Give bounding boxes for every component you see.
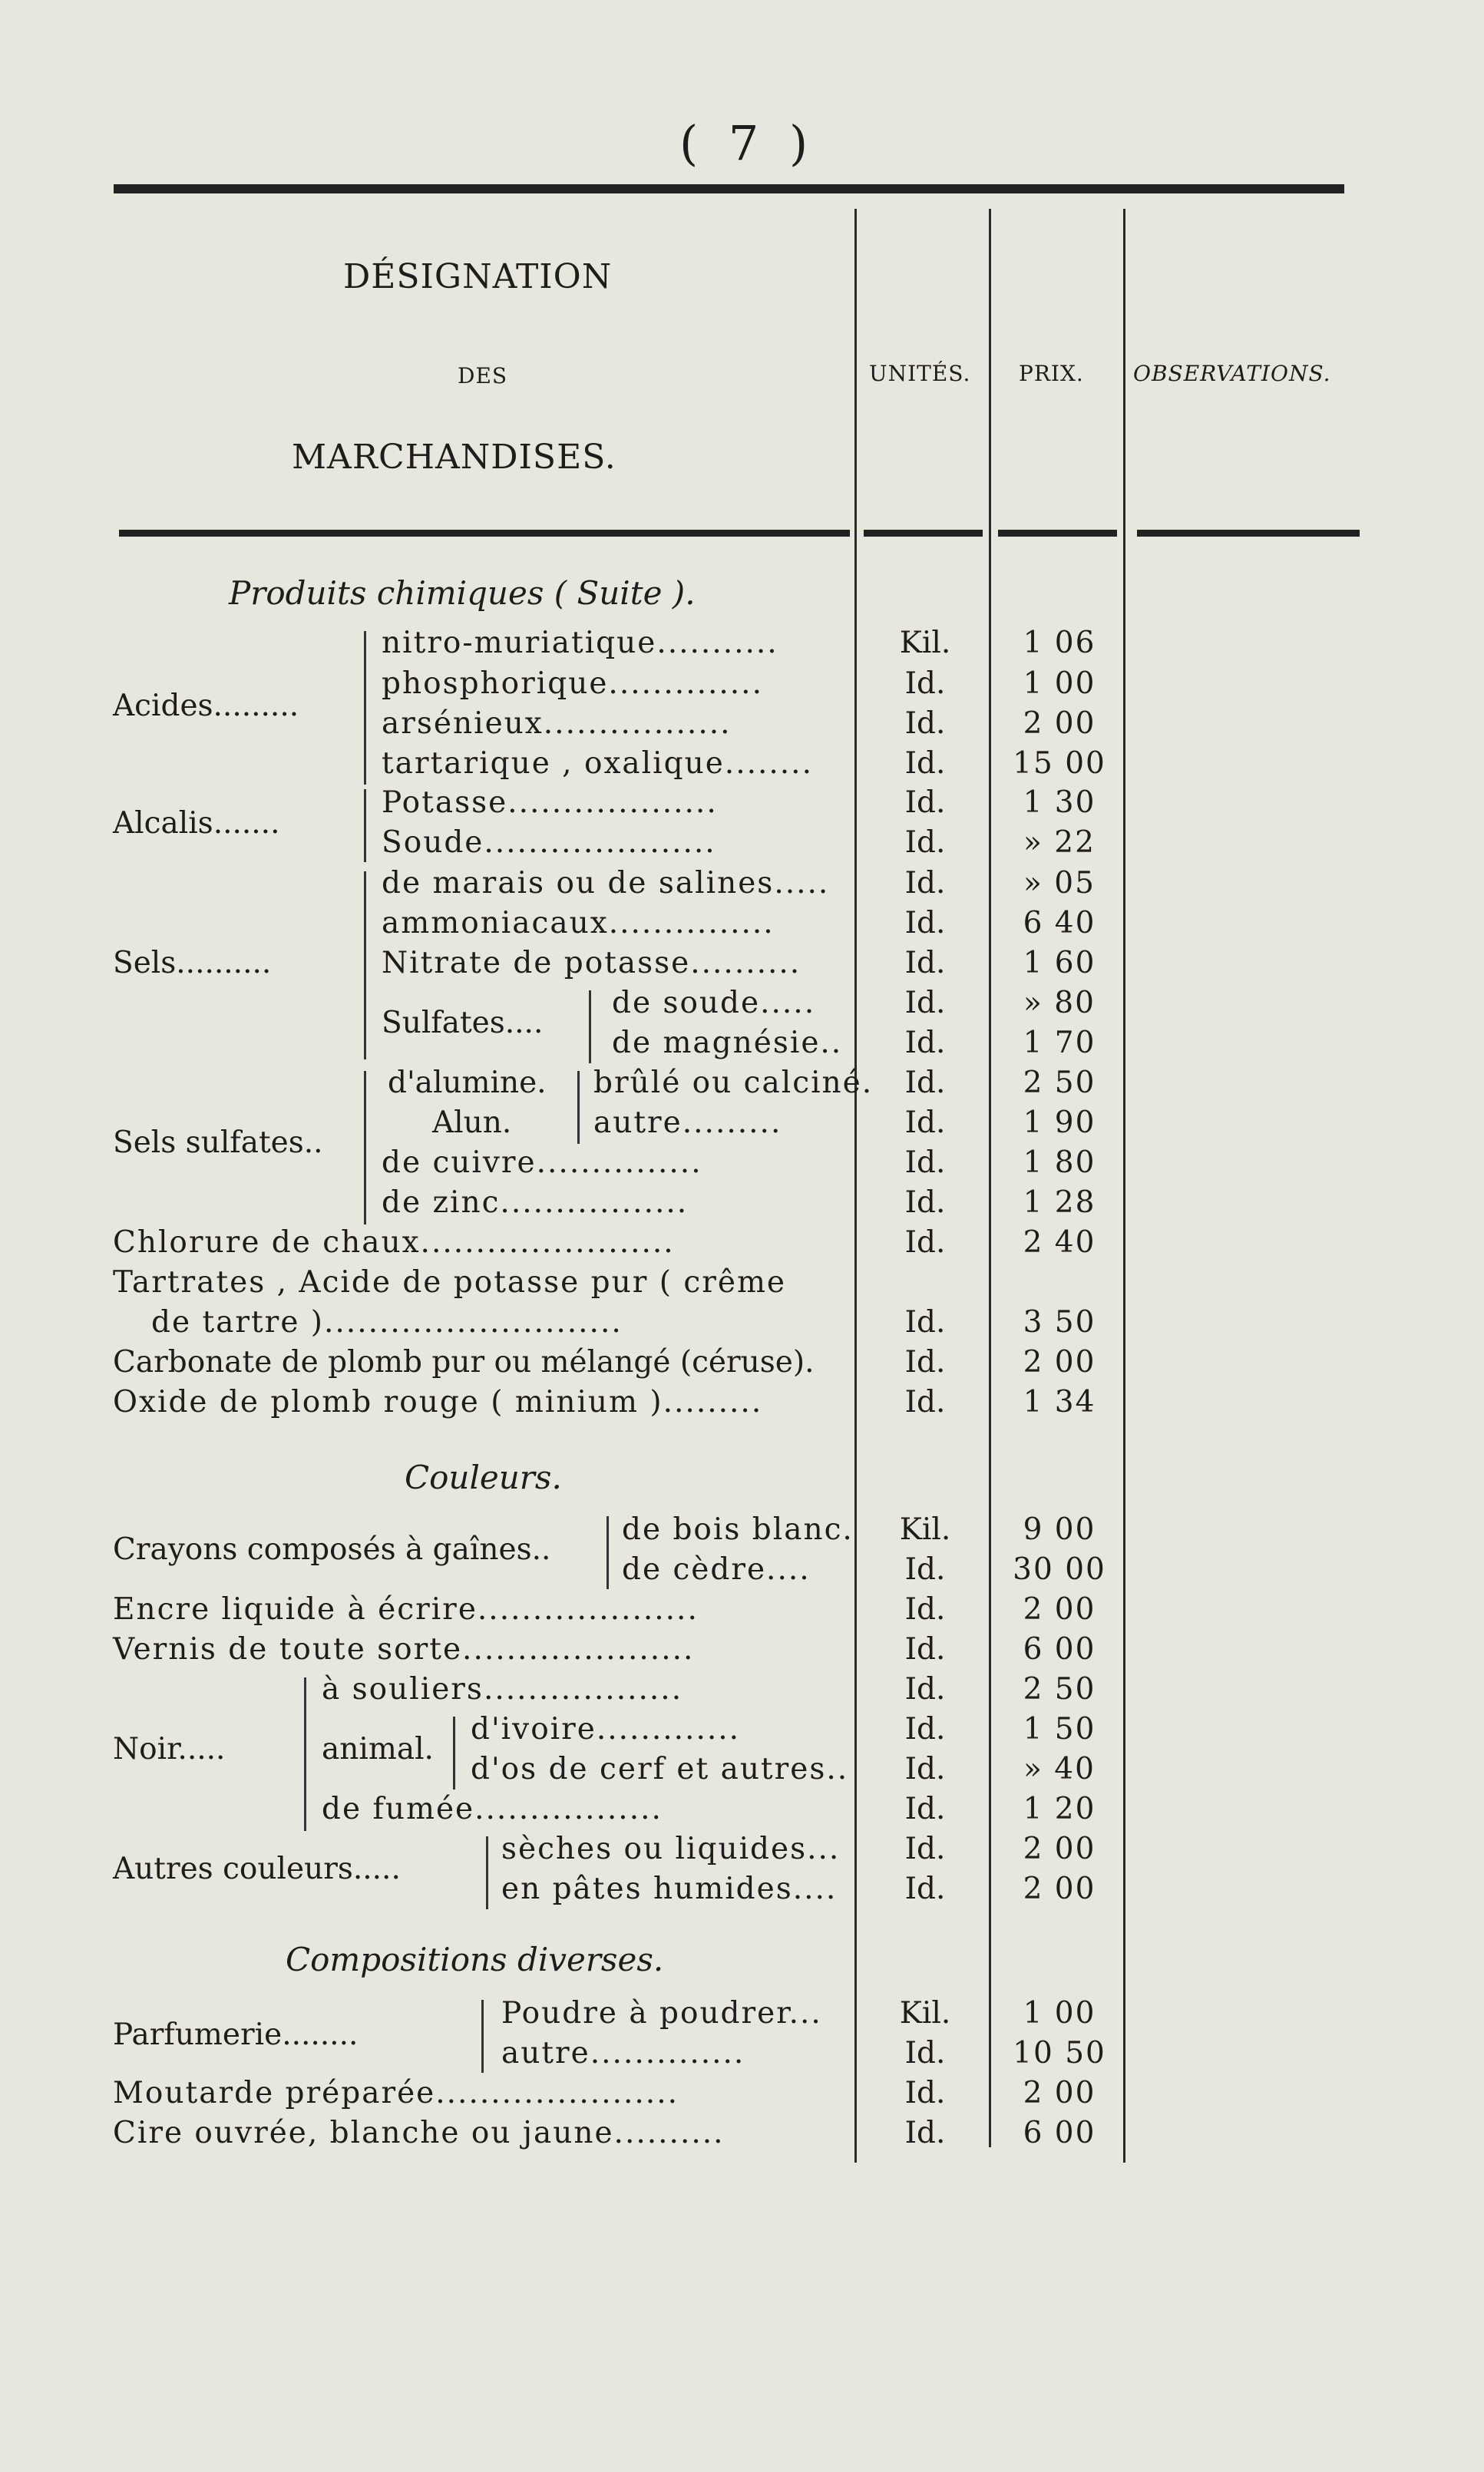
unit-cell: Id. — [904, 1066, 946, 1100]
brace-sels-sulfates — [364, 1071, 366, 1224]
row-label: de soude..... — [612, 986, 816, 1020]
row-label: Potasse................... — [382, 785, 718, 820]
unit-cell: Id. — [904, 946, 946, 980]
unit-cell: Id. — [904, 2116, 946, 2150]
price-cell: 1 00 — [1023, 1996, 1096, 2031]
price-cell: » 05 — [1023, 866, 1096, 901]
unit-cell: Id. — [904, 1385, 946, 1419]
price-cell: 3 50 — [1023, 1305, 1096, 1340]
price-cell: 1 50 — [1023, 1712, 1096, 1747]
unit-cell: Id. — [904, 1872, 946, 1906]
row-label: de zinc................. — [382, 1185, 689, 1220]
price-cell: 2 50 — [1023, 1066, 1096, 1100]
row-label: Poudre à poudrer... — [501, 1996, 822, 2031]
row-label: Chlorure de chaux....................... — [113, 1225, 675, 1260]
group-label-sels: Sels.......... — [113, 946, 272, 980]
price-cell: 10 50 — [1013, 2036, 1106, 2070]
price-cell: 1 34 — [1023, 1385, 1096, 1419]
section-compositions-diverses: Compositions diverses. — [286, 1941, 664, 1978]
brace-noir — [304, 1677, 306, 1831]
unit-cell: Id. — [904, 825, 946, 860]
group-label-animal: animal. — [322, 1732, 434, 1766]
price-cell: 2 00 — [1023, 1592, 1096, 1627]
unit-cell: Id. — [904, 1026, 946, 1060]
row-label: à souliers.................. — [322, 1672, 683, 1707]
price-cell: 15 00 — [1013, 746, 1106, 781]
price-cell: 2 00 — [1023, 1345, 1096, 1380]
header-marchandises: MARCHANDISES. — [292, 438, 616, 477]
unit-cell: Id. — [904, 1345, 946, 1380]
header-des: DES — [458, 363, 508, 388]
price-cell: 1 80 — [1023, 1145, 1096, 1180]
price-cell: 2 00 — [1023, 1832, 1096, 1866]
row-label: Cire ouvrée, blanche ou jaune.......... — [113, 2116, 725, 2150]
group-label-alun: Alun. — [432, 1105, 512, 1140]
unit-cell: Id. — [904, 785, 946, 820]
row-label: Encre liquide à écrire.................... — [113, 1592, 699, 1627]
price-cell: 1 30 — [1023, 785, 1096, 820]
unit-cell: Id. — [904, 1712, 946, 1747]
price-cell: 30 00 — [1013, 1552, 1106, 1587]
row-label: tartarique , oxalique........ — [382, 746, 813, 781]
price-cell: 1 06 — [1023, 626, 1096, 660]
group-label-parfumerie: Parfumerie........ — [113, 2018, 359, 2052]
unit-cell: Id. — [904, 1832, 946, 1866]
unit-cell: Id. — [904, 1105, 946, 1140]
unit-cell: Id. — [904, 1632, 946, 1667]
row-label: de cuivre............... — [382, 1145, 702, 1180]
row-label: de magnésie.. — [612, 1026, 843, 1060]
brace-alumine — [577, 1071, 580, 1144]
unit-cell: Id. — [904, 1225, 946, 1260]
price-cell: 2 00 — [1023, 706, 1096, 741]
group-label-sels-sulfates: Sels sulfates.. — [113, 1125, 323, 1160]
row-label: nitro-muriatique........... — [382, 626, 778, 660]
price-cell: 1 28 — [1023, 1185, 1096, 1220]
row-label: Soude..................... — [382, 825, 716, 860]
row-label: Nitrate de potasse.......... — [382, 946, 801, 980]
unit-cell: Id. — [904, 1592, 946, 1627]
group-label-noir: Noir..... — [113, 1732, 226, 1766]
row-label: de bois blanc. — [622, 1512, 854, 1547]
unit-cell: Kil. — [899, 1996, 951, 2031]
price-cell: 6 00 — [1023, 2116, 1096, 2150]
unit-cell: Id. — [904, 1185, 946, 1220]
group-label-alumine: d'alumine. — [388, 1066, 547, 1100]
price-cell: 2 50 — [1023, 1672, 1096, 1707]
price-cell: 1 00 — [1023, 666, 1096, 701]
price-cell: 1 20 — [1023, 1792, 1096, 1826]
price-cell: 6 40 — [1023, 906, 1096, 940]
brace-sulfates — [589, 990, 591, 1063]
row-label: Carbonate de plomb pur ou mélangé (céruse). — [113, 1345, 815, 1380]
row-label: arsénieux................. — [382, 706, 732, 741]
header-price: PRIX. — [1019, 361, 1084, 386]
group-label-sulfates: Sulfates.... — [382, 1006, 544, 1040]
unit-cell: Id. — [904, 1305, 946, 1340]
column-rule-units — [854, 209, 857, 2163]
brace-sels — [364, 871, 366, 1059]
price-cell: 2 40 — [1023, 1225, 1096, 1260]
section-produits-chimiques: Produits chimiques ( Suite ). — [229, 574, 696, 612]
group-label-autres-couleurs: Autres couleurs..... — [113, 1852, 401, 1886]
header-designation: DÉSIGNATION — [343, 257, 613, 296]
row-label: Tartrates , Acide de potasse pur ( crême — [113, 1265, 787, 1300]
header-rule-observations — [1137, 530, 1360, 537]
price-cell: » 40 — [1023, 1752, 1096, 1786]
row-label: d'ivoire............. — [471, 1712, 741, 1747]
header-rule-price — [998, 530, 1117, 537]
unit-cell: Id. — [904, 2036, 946, 2070]
row-label: de cèdre.... — [622, 1552, 811, 1587]
unit-cell: Id. — [904, 906, 946, 940]
unit-cell: Id. — [904, 1552, 946, 1587]
unit-cell: Id. — [904, 1792, 946, 1826]
row-label: de fumée................. — [322, 1792, 663, 1826]
row-label: de tartre )........................... — [151, 1305, 623, 1340]
unit-cell: Kil. — [899, 1512, 951, 1547]
page-number: ( 7 ) — [679, 115, 816, 171]
unit-cell: Id. — [904, 706, 946, 741]
unit-cell: Id. — [904, 2076, 946, 2110]
price-cell: 6 00 — [1023, 1632, 1096, 1667]
brace-autres-couleurs — [486, 1836, 488, 1909]
group-label-alcalis: Alcalis....... — [113, 806, 280, 841]
brace-parfumerie — [481, 2000, 484, 2073]
row-label: Vernis de toute sorte..................... — [113, 1632, 695, 1667]
row-label: d'os de cerf et autres.. — [471, 1752, 849, 1786]
price-cell: 9 00 — [1023, 1512, 1096, 1547]
price-cell: 1 90 — [1023, 1105, 1096, 1140]
header-rule-designation — [119, 530, 850, 537]
row-label: autre......... — [593, 1105, 782, 1140]
row-label: Oxide de plomb rouge ( minium )......... — [113, 1385, 763, 1419]
unit-cell: Id. — [904, 1145, 946, 1180]
unit-cell: Id. — [904, 746, 946, 781]
row-label: Moutarde préparée...................... — [113, 2076, 679, 2110]
row-label: en pâtes humides.... — [501, 1872, 838, 1906]
price-cell: 2 00 — [1023, 2076, 1096, 2110]
header-rule-units — [864, 530, 983, 537]
row-label: sèches ou liquides... — [501, 1832, 841, 1866]
price-cell: » 80 — [1023, 986, 1096, 1020]
section-couleurs: Couleurs. — [405, 1459, 562, 1496]
group-label-crayons: Crayons composés à gaînes.. — [113, 1532, 551, 1567]
price-cell: 2 00 — [1023, 1872, 1096, 1906]
group-label-acides: Acides......... — [113, 689, 299, 723]
unit-cell: Id. — [904, 1752, 946, 1786]
unit-cell: Id. — [904, 986, 946, 1020]
row-label: phosphorique.............. — [382, 666, 763, 701]
row-label: de marais ou de salines..... — [382, 866, 830, 901]
brace-acides — [364, 631, 366, 785]
row-label: autre.............. — [501, 2036, 745, 2070]
row-label: ammoniacaux............... — [382, 906, 775, 940]
price-cell: 1 60 — [1023, 946, 1096, 980]
brace-animal — [453, 1717, 455, 1790]
header-observations: OBSERVATIONS. — [1133, 361, 1331, 386]
brace-crayons — [606, 1516, 609, 1589]
unit-cell: Id. — [904, 866, 946, 901]
top-rule — [114, 184, 1344, 193]
header-units: UNITÉS. — [869, 361, 971, 386]
unit-cell: Id. — [904, 1672, 946, 1707]
unit-cell: Kil. — [899, 626, 951, 660]
row-label: brûlé ou calciné. — [593, 1066, 874, 1100]
unit-cell: Id. — [904, 666, 946, 701]
price-cell: » 22 — [1023, 825, 1096, 860]
price-cell: 1 70 — [1023, 1026, 1096, 1060]
brace-alcalis — [364, 789, 366, 862]
